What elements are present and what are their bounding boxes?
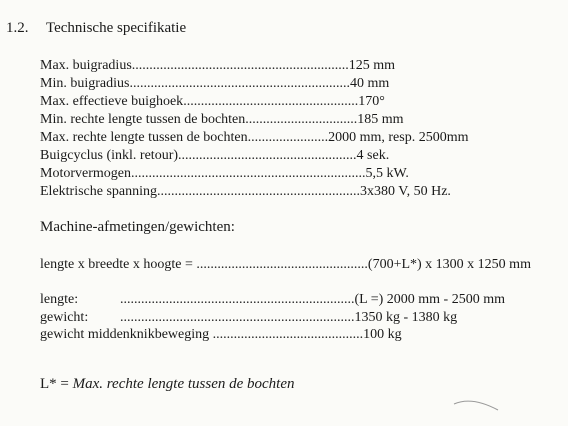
spec-label: Max. buigradius (40, 58, 132, 73)
dimensions-heading: Machine-afmetingen/gewichten: (40, 219, 235, 235)
dimension-row (40, 291, 505, 308)
spec-label: Min. buigradius (40, 76, 130, 91)
spec-value: 185 mm (357, 112, 404, 127)
spec-leader: .......................................................... (157, 184, 361, 199)
dimension-value: 100 kg (363, 327, 402, 342)
spec-label: Max. rechte lengte tussen de bochten (40, 130, 248, 145)
spec-leader: ................................................................... (130, 166, 366, 181)
spec-leader: ....................... (247, 130, 329, 145)
spec-label: Max. effectieve buighoek (40, 94, 184, 109)
spec-row (40, 165, 409, 182)
spec-label: Motorvermogen (40, 166, 131, 181)
spec-row (40, 57, 395, 74)
spec-value: 5,5 kW. (365, 166, 409, 181)
pen-stroke-mark (452, 394, 502, 414)
spec-leader: .............................................................. (131, 58, 349, 73)
spec-label: Buigcyclus (inkl. retour) (40, 148, 179, 163)
dimension-label: lengte: (40, 292, 79, 307)
spec-value: 4 sek. (356, 148, 390, 163)
footnote-text: Max. rechte lengte tussen de bochten (72, 376, 295, 392)
spec-row (40, 147, 389, 164)
dimension-label: lengte x breedte x hoogte = (40, 257, 193, 272)
dimension-leader: ........................................... (212, 327, 364, 342)
spec-value: 2000 mm, resp. 2500mm (328, 130, 469, 145)
footnote-prefix: L* = (40, 376, 73, 392)
dimension-leader: ................................................................... (120, 292, 355, 307)
spec-row (40, 111, 404, 128)
dimension-leader: ................................................. (196, 257, 368, 272)
spec-row (40, 183, 451, 200)
spec-row (40, 93, 385, 110)
spec-label: Min. rechte lengte tussen de bochten (40, 112, 246, 127)
section-number: 1.2. (6, 20, 29, 36)
dimension-value: 1350 kg - 1380 kg (354, 310, 458, 325)
spec-leader: ................................................... (178, 148, 357, 163)
dimension-row (40, 309, 457, 326)
dimension-row (40, 326, 402, 343)
spec-row (40, 75, 389, 92)
section-title: Technische specifikatie (46, 20, 187, 36)
spec-value: 3x380 V, 50 Hz. (360, 184, 451, 199)
spec-row (40, 129, 468, 146)
dimension-label: gewicht middenknikbeweging (40, 327, 210, 342)
spec-leader: ............................................................... (129, 76, 350, 91)
dimension-leader: ................................................................... (120, 310, 355, 325)
spec-label: Elektrische spanning (40, 184, 158, 199)
dimension-value: (700+L*) x 1300 x 1250 mm (367, 257, 531, 272)
spec-leader: .................................................. (183, 94, 359, 109)
spec-value: 125 mm (348, 58, 396, 73)
footnote (40, 376, 295, 393)
dimension-row (40, 256, 531, 273)
spec-value: 40 mm (349, 76, 390, 91)
spec-value: 170° (358, 94, 385, 109)
section-heading (6, 20, 186, 37)
dimension-value: (L =) 2000 mm - 2500 mm (354, 292, 505, 307)
dimension-label: gewicht: (40, 310, 89, 325)
spec-leader: ................................ (245, 112, 358, 127)
